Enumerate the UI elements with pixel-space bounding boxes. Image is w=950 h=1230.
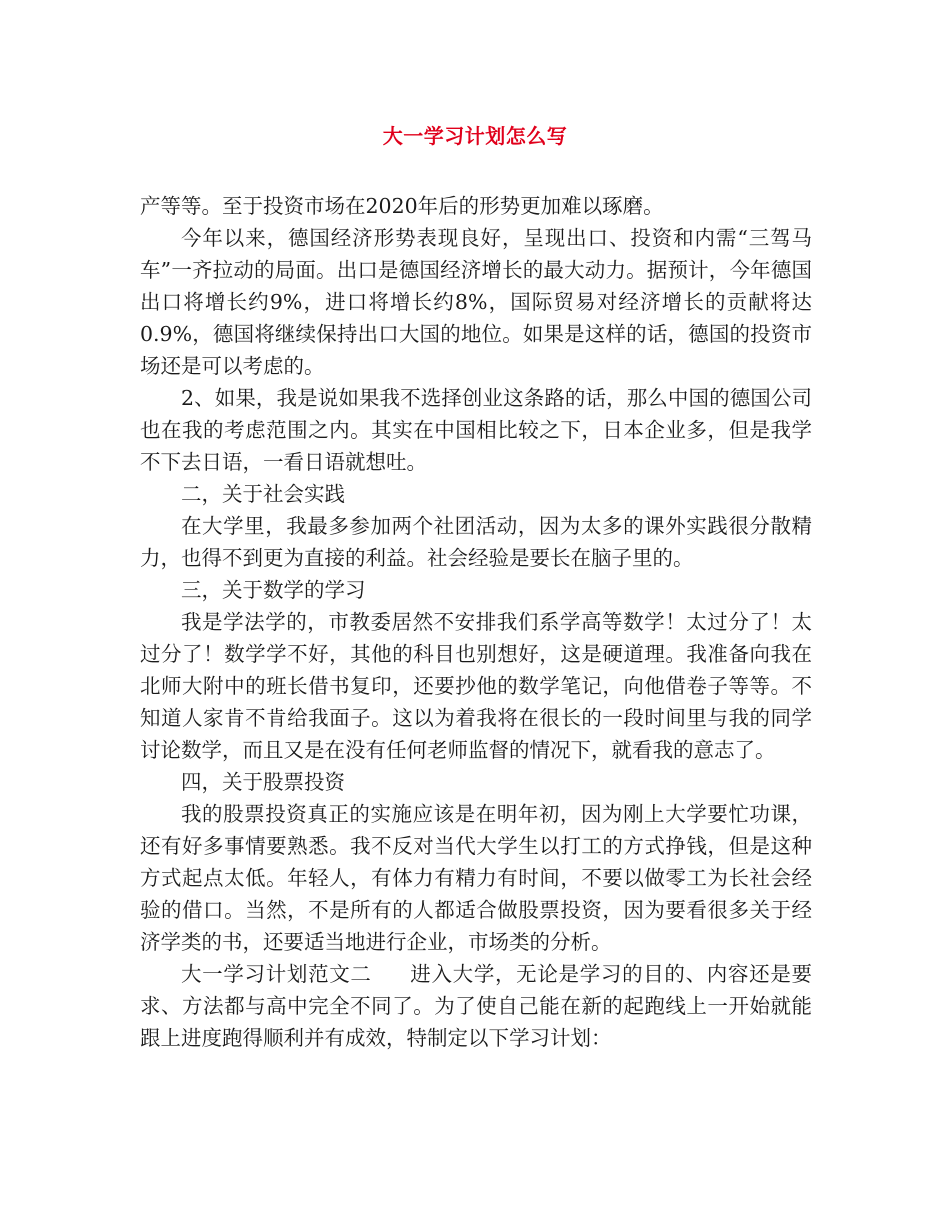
- section-heading-social-practice: 二，关于社会实践: [181, 482, 345, 506]
- sample-two-text: 进入大学，无论是学习的目的、内容还是要求、方法都与高中完全不同了。为了使自己能在新的起跑线上一开始就能跟上进度跑得顺利并有成效，特制定以下学习计划：: [140, 962, 813, 1050]
- paragraph-germany-economy: 今年以来，德国经济形势表现良好，呈现出口、投资和内需“三驾马车”一齐拉动的局面。出口是德国经济增长的最大动力。据预计，今年德国出口将增长约9%，进口将增长约8%，国际贸易对经济增长的贡献将达0.9%，德国将继续保持出口大国的地位。如果是这样的话，德国的投资市场还是可以考虑的。: [140, 226, 812, 378]
- paragraph-continuation: 产等等。至于投资市场在2020年后的形势更加难以琢磨。: [140, 194, 664, 218]
- sample-two-lead: 大一学习计划范文二: [181, 962, 372, 986]
- paragraph-sample-two: [140, 958, 812, 1054]
- paragraph-stocks: 我的股票投资真正的实施应该是在明年初，因为刚上大学要忙功课，还有好多事情要熟悉。我不反对当代大学生以打工的方式挣钱，但是这种方式起点太低。年轻人，有体力有精力有时间，不要以做零工为长社会经验的借口。当然，不是所有的人都适合做股票投资，因为要看很多关于经济学类的书，还要适当地进行企业，市场类的分析。: [140, 802, 812, 954]
- paragraph-german-companies: 2、如果，我是说如果我不选择创业这条路的话，那么中国的德国公司也在我的考虑范围之内。其实在中国相比较之下，日本企业多，但是我学不下去日语，一看日语就想吐。: [140, 386, 812, 474]
- document-title: 大一学习计划怎么写: [382, 124, 568, 148]
- paragraph-social-practice: 在大学里，我最多参加两个社团活动，因为太多的课外实践很分散精力，也得不到更为直接的利益。社会经验是要长在脑子里的。: [140, 514, 812, 570]
- paragraph-math: 我是学法学的，市教委居然不安排我们系学高等数学！太过分了！太过分了！数学学不好，其他的科目也别想好，这是硬道理。我准备向我在北师大附中的班长借书复印，还要抄他的数学笔记，向他借卷子等等。不知道人家肯不肯给我面子。这以为着我将在很长的一段时间里与我的同学讨论数学，而且又是在没有任何老师监督的情况下，就看我的意志了。: [140, 610, 812, 762]
- section-heading-stocks: 四，关于股票投资: [181, 770, 345, 794]
- document-body: [140, 190, 812, 1054]
- section-heading-math: 三，关于数学的学习: [181, 578, 366, 602]
